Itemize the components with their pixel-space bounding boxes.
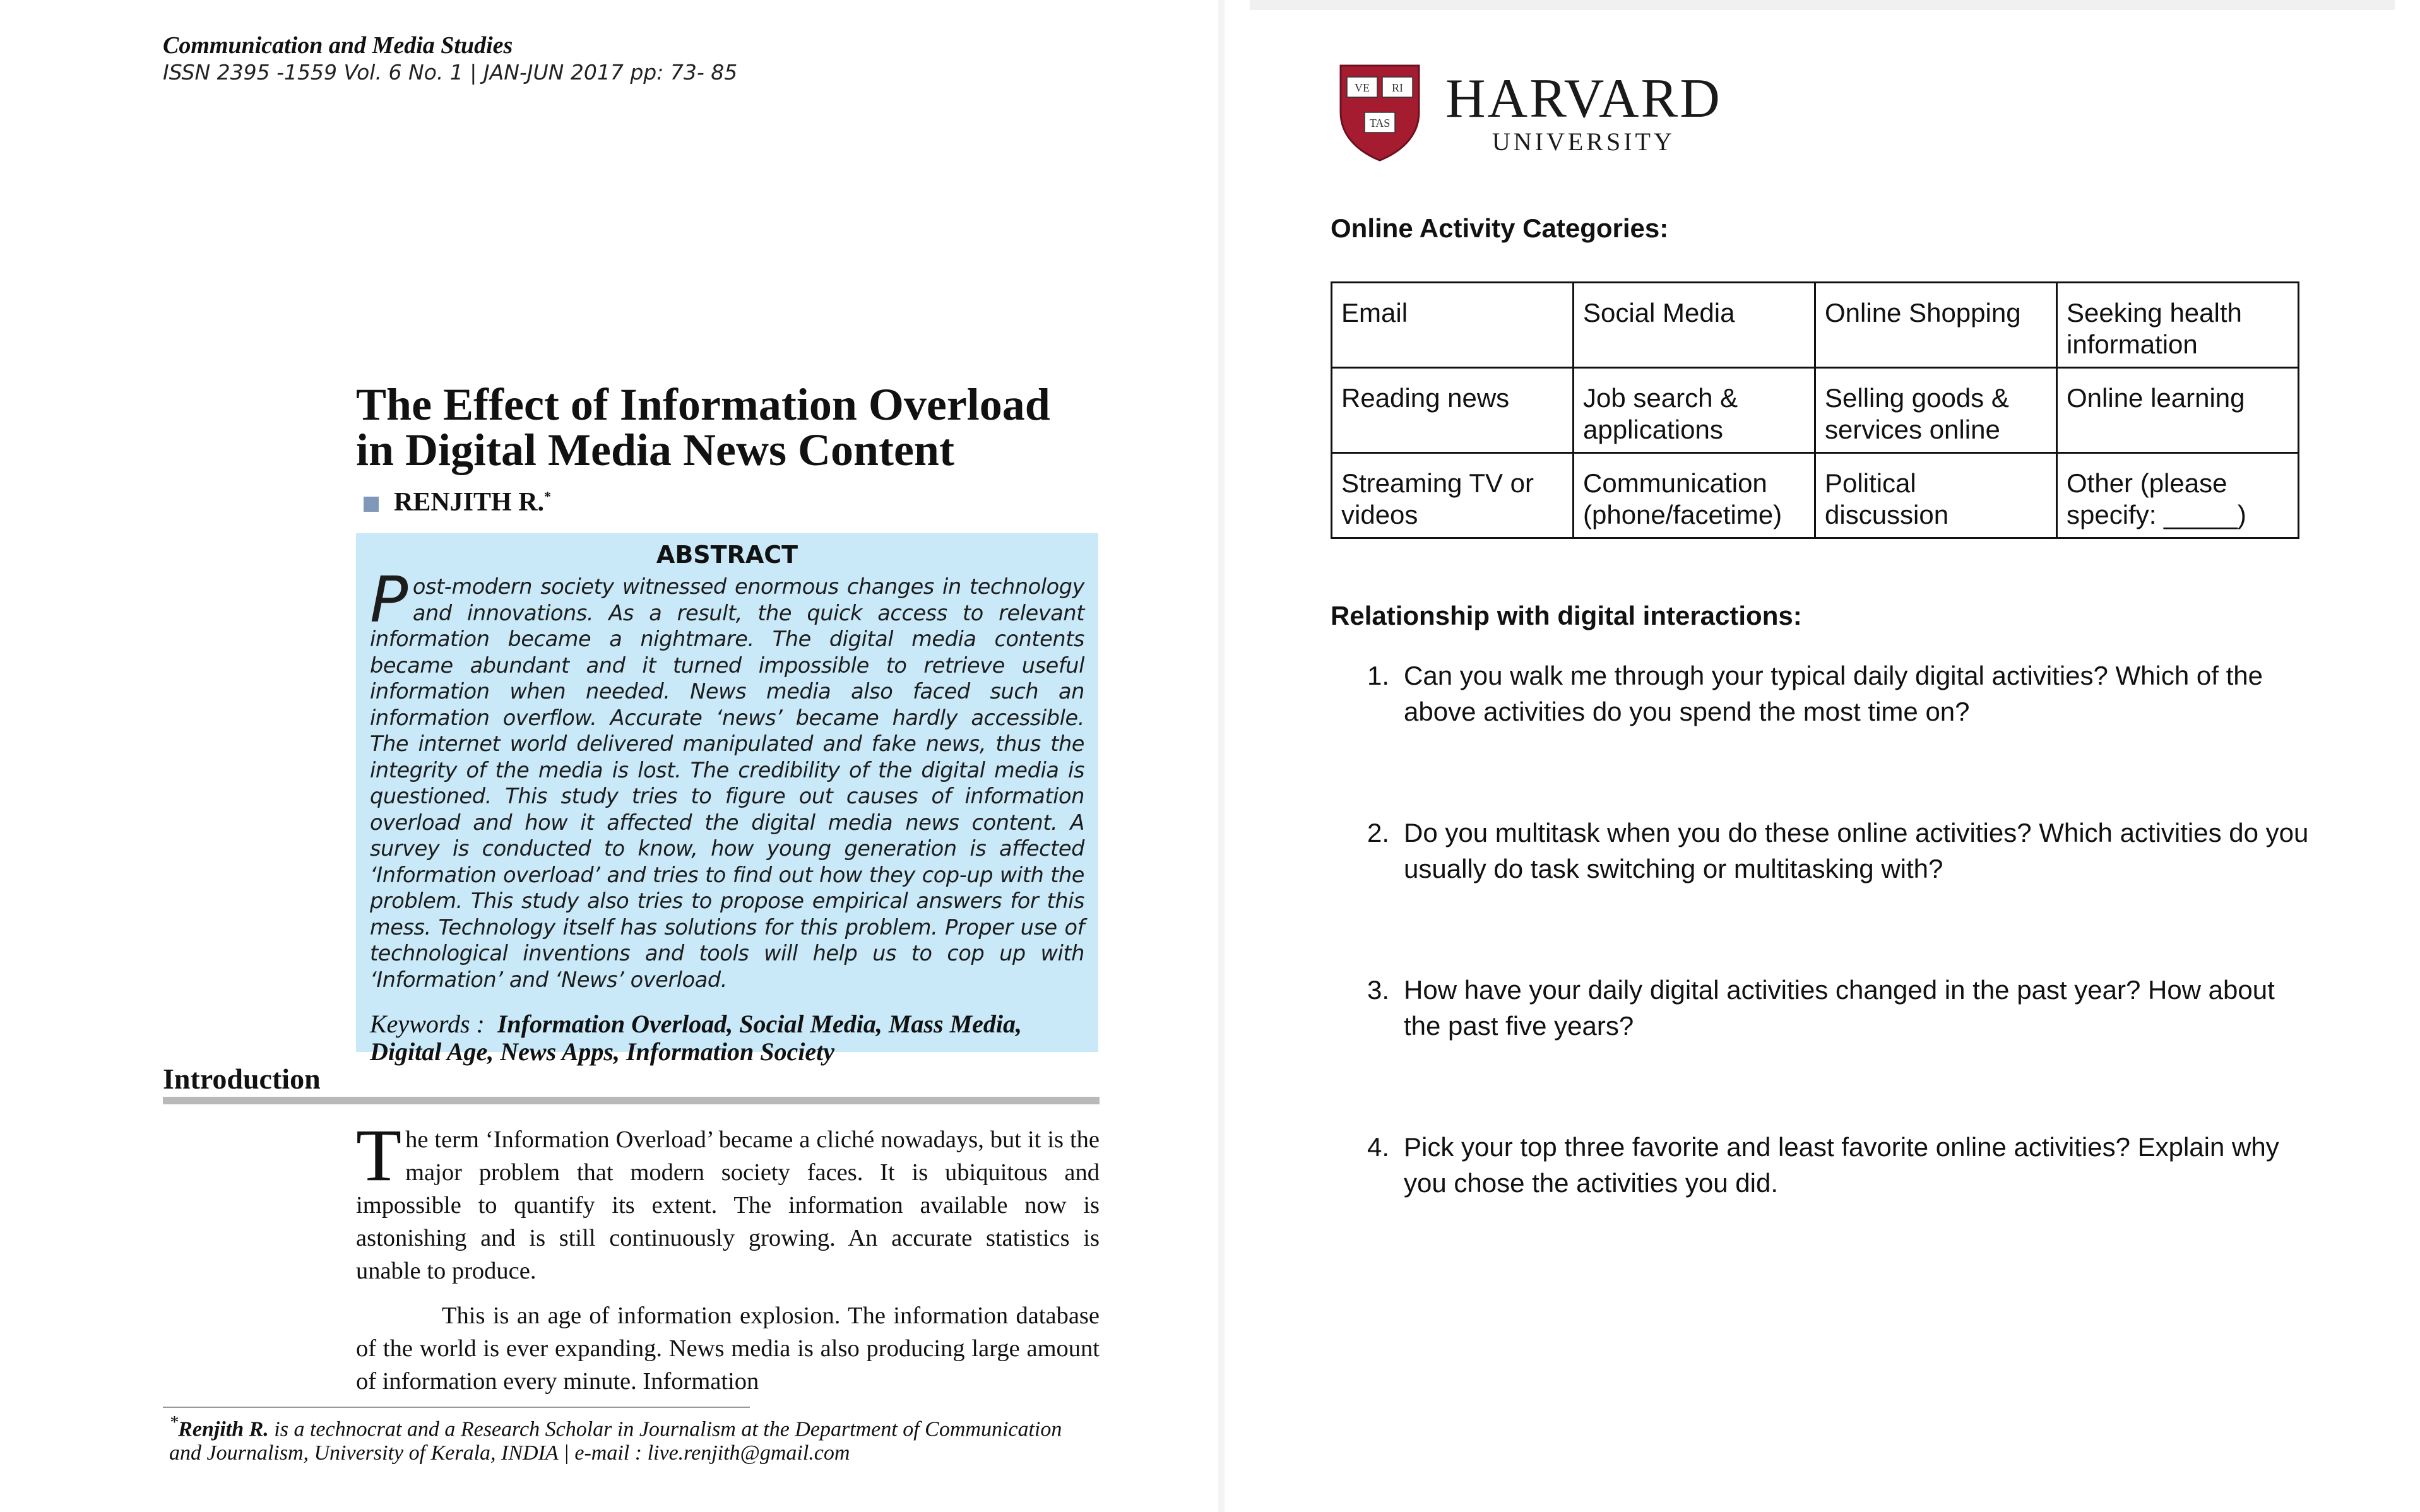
journal-issn-line: ISSN 2395 -1559 Vol. 6 No. 1 | JAN-JUN 2017 pp: 73- 85 (163, 60, 738, 85)
question-text: How have your daily digital activities changed in the past year? How about the past five years? (1404, 975, 2275, 1041)
table-row (1332, 453, 2299, 538)
keywords-label: Keywords : (370, 1010, 485, 1038)
table-cell: Communication (phone/facetime) (1574, 453, 1815, 538)
footnote-mark: * (169, 1413, 179, 1432)
keywords (370, 1010, 1084, 1066)
list-item (1363, 972, 2310, 1044)
shield-text-tas: TAS (1369, 117, 1391, 129)
shield-text-ri: RI (1392, 81, 1403, 94)
journal-name: Communication and Media Studies (163, 32, 513, 59)
question-text: Pick your top three favorite and least favorite online activities? Explain why you chose the activities you did. (1404, 1132, 2279, 1198)
question-number: 1. (1367, 661, 1390, 690)
table-row (1332, 368, 2299, 453)
author-footnote-mark: * (544, 488, 552, 504)
harvard-wordmark (1445, 68, 1722, 156)
question-text: Can you walk me through your typical daily digital activities? Which of the above activities do you spend the most time on? (1404, 661, 2263, 726)
categories-title: Online Activity Categories: (1331, 213, 1669, 243)
harvard-wordmark-sub: UNIVERSITY (1492, 127, 1675, 156)
question-text: Do you multitask when you do these online activities? Which activities do you usually do task switching or multitasking with? (1404, 818, 2309, 883)
harvard-wordmark-main: HARVARD (1445, 68, 1722, 129)
interview-questions (1363, 658, 2310, 1286)
table-cell: Email (1332, 283, 1574, 368)
footnote-text: is a technocrat and a Research Scholar in Journalism at the Department of Communication and Journalism, University of Kerala, INDIA | e-mail : live.renjith@gmail.com (169, 1417, 1062, 1465)
introduction-p1-text: he term ‘Information Overload’ became a cliché nowadays, but it is the major problem that modern society faces. It is ubiquitous and impossible to quantify its extent. The information available now is astonishing and is still continuously growing. An accurate statistics is unable to produce. (356, 1126, 1100, 1284)
harvard-shield-icon (1338, 63, 1421, 163)
question-number: 3. (1367, 975, 1390, 1005)
list-item (1363, 815, 2310, 887)
abstract-box (356, 533, 1098, 1066)
question-number: 2. (1367, 818, 1390, 848)
table-cell: Political discussion (1815, 453, 2057, 538)
author-line (364, 487, 551, 517)
author-bullet-icon (364, 497, 379, 512)
shield-text-ve: VE (1355, 81, 1370, 94)
activity-categories-table (1331, 281, 2299, 539)
table-cell: Seeking health information (2057, 283, 2299, 368)
article-title-line2: in Digital Media News Content (356, 425, 954, 475)
article-title-line1: The Effect of Information Overload (356, 379, 1050, 430)
harvard-logo (1338, 63, 1722, 163)
list-item (1363, 1129, 2310, 1201)
table-cell: Job search & applications (1574, 368, 1815, 453)
table-row (1332, 283, 2299, 368)
author-name: RENJITH R. (394, 488, 545, 517)
relationship-title: Relationship with digital interactions: (1331, 601, 1802, 630)
introduction-paragraph-2: This is an age of information explosion. The information database of the world is ever expanding. News media is also producing large amount of information every minute. Information (356, 1302, 1100, 1395)
table-cell: Reading news (1332, 368, 1574, 453)
abstract-body: ost-modern society witnessed enormous changes in technology and innovations. As a result, the quick access to relevant information became a nightmare. The digital media contents became abundant and it turned impossible to retrieve useful information when needed. News media also faced such an information overflow. Accurate ‘news’ became hardly accessible. The internet world delivered manipulated and fake news, thus the integrity of the media is lost. The credibility of the digital media is questioned. This study tries to figure out causes of information overload and how it affected the digital media news content. A survey is conducted to know, how young generation is affected ‘Information overload’ and tries to find out how they cop-up with the problem. This study also tries to propose empirical answers for this mess. Technology itself has solutions for this problem. Proper use of technological inventions and tools will help us to cop up with ‘Information’ and ‘News’ overload. (370, 574, 1084, 992)
article-title (356, 379, 1101, 475)
keywords-list: Information Overload, Social Media, Mass Media, Digital Age, News Apps, Information Society (370, 1010, 1022, 1066)
table-cell: Selling goods & services online (1815, 368, 2057, 453)
introduction-rule (163, 1097, 1100, 1104)
introduction-drop-cap: T (356, 1114, 402, 1196)
abstract-text (370, 563, 1084, 993)
table-cell: Online Shopping (1815, 283, 2057, 368)
introduction-paragraph-1 (356, 1114, 1100, 1287)
footnote-rule (163, 1407, 750, 1408)
list-item (1363, 658, 2310, 729)
footnote-author-name: Renjith R. (178, 1417, 269, 1441)
question-number: 4. (1367, 1132, 1390, 1162)
table-cell: Streaming TV or videos (1332, 453, 1574, 538)
table-cell: Online learning (2057, 368, 2299, 453)
table-cell: Social Media (1574, 283, 1815, 368)
abstract-drop-cap: P (370, 563, 408, 637)
introduction-heading: Introduction (163, 1063, 321, 1095)
abstract-heading: ABSTRACT (656, 541, 798, 569)
table-cell: Other (please specify: _____) (2057, 453, 2299, 538)
author-footnote (169, 1411, 1091, 1465)
